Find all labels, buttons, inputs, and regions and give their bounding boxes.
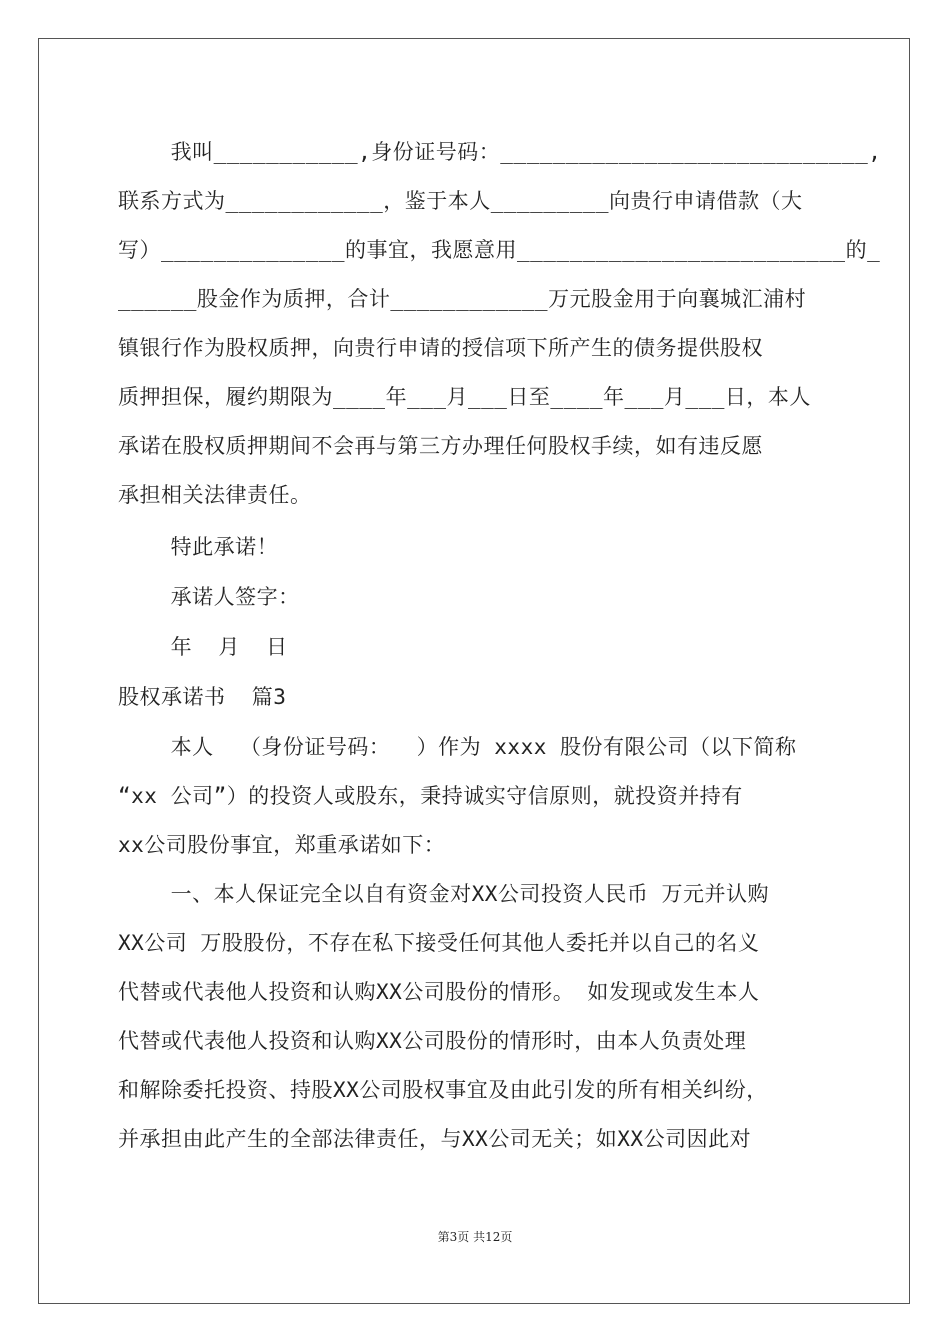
paragraph1-line-3: 写）______________的事宜，我愿意用_________________________的_ <box>118 238 881 262</box>
paragraph2-line-3: xx公司股份事宜，郑重承诺如下： <box>118 833 446 857</box>
paragraph2-line-2: “xx 公司”）的投资人或股东，秉持诚实守信原则，就投资并持有 <box>118 784 743 808</box>
paragraph3-line-1: 一、本人保证完全以自有资金对XX公司投资人民币 万元并认购 <box>118 882 769 906</box>
paragraph1-line-5: 镇银行作为股权质押，向贵行申请的授信项下所产生的债务提供股权 <box>118 336 763 360</box>
paragraph3-line-2: XX公司 万股股份，不存在私下接受任何其他人委托并以自己的名义 <box>118 931 760 955</box>
paragraph3-line-6: 并承担由此产生的全部法律责任，与XX公司无关；如XX公司因此对 <box>118 1127 752 1151</box>
paragraph3-line-5: 和解除委托投资、持股XX公司股权事宜及由此引发的所有相关纠纷， <box>118 1078 768 1102</box>
signature-label: 承诺人签字： <box>118 585 300 609</box>
paragraph1-line-7: 承诺在股权质押期间不会再与第三方办理任何股权手续，如有违反愿 <box>118 434 763 458</box>
paragraph3-line-4: 代替或代表他人投资和认购XX公司股份的情形时，由本人负责处理 <box>118 1029 747 1053</box>
date-line: 年 月 日 <box>118 635 288 659</box>
section-title: 股权承诺书 篇3 <box>118 685 287 709</box>
paragraph1-line-4: ______股金作为质押，合计____________万元股金用于向襄城汇浦村 <box>118 287 807 311</box>
paragraph1-line-6: 质押担保，履约期限为____年___月___日至____年___月___日，本人 <box>118 385 811 409</box>
paragraph3-line-3: 代替或代表他人投资和认购XX公司股份的情形。 如发现或发生本人 <box>118 980 760 1004</box>
page-footer: 第3页 共12页 <box>437 1230 513 1244</box>
page-border <box>38 38 910 1304</box>
closing-statement: 特此承诺！ <box>118 535 279 559</box>
paragraph1-line-8: 承担相关法律责任。 <box>118 483 312 507</box>
paragraph1-line-1: 我叫___________,身份证号码：____________________________, <box>118 140 882 164</box>
paragraph2-line-1: 本人 （身份证号码： ）作为 xxxx 股份有限公司（以下简称 <box>118 735 797 759</box>
paragraph1-line-2: 联系方式为____________，鉴于本人_________向贵行申请借款（大 <box>118 189 803 213</box>
